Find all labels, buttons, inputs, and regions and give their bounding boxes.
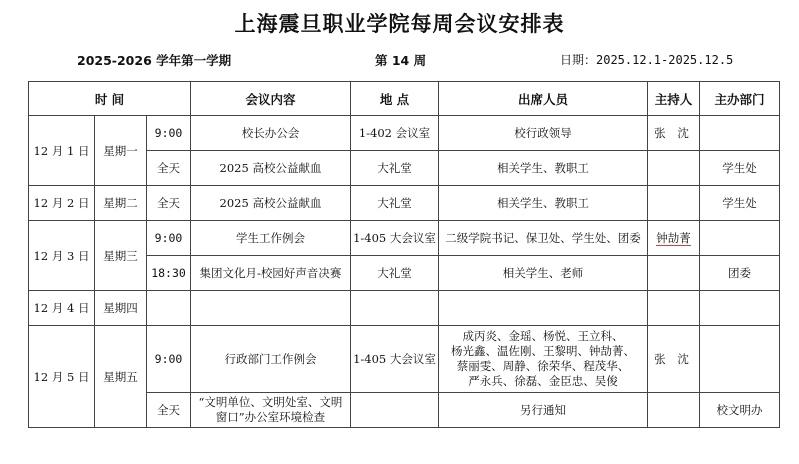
- attendees-line: 杨光鑫、温佐刚、王黎明、钟劼菁、: [451, 344, 635, 358]
- content-line: 窗口”办公室环境检查: [215, 410, 326, 424]
- time-cell: [147, 291, 191, 326]
- header-attendees: 出席人员: [439, 82, 648, 116]
- place-cell: [351, 291, 439, 326]
- place-cell: 大礼堂: [351, 186, 439, 221]
- host-cell: 张 沈: [648, 326, 700, 393]
- host-cell: 张 沈: [648, 116, 700, 151]
- place-cell: 1-405 大会议室: [351, 221, 439, 256]
- dept-cell: [700, 291, 780, 326]
- dept-cell: [700, 221, 780, 256]
- dept-cell: [700, 116, 780, 151]
- content-cell: 2025 高校公益献血: [191, 186, 351, 221]
- content-cell: 2025 高校公益献血: [191, 151, 351, 186]
- attendees-cell: 相关学生、教职工: [439, 186, 648, 221]
- weekday-cell: 星期一: [95, 116, 147, 186]
- content-cell: 行政部门工作例会: [191, 326, 351, 393]
- header-dept: 主办部门: [700, 82, 780, 116]
- dept-cell: [700, 326, 780, 393]
- place-cell: 1-402 会议室: [351, 116, 439, 151]
- attendees-cell: 校行政领导: [439, 116, 648, 151]
- date-cell: 12 月 3 日: [29, 221, 95, 291]
- host-cell: [648, 393, 700, 428]
- attendees-cell: 二级学院书记、保卫处、学生处、团委: [439, 221, 648, 256]
- attendees-cell: 另行通知: [439, 393, 648, 428]
- semester-label: 2025-2026 学年第一学期: [77, 53, 232, 68]
- table-row: [29, 186, 780, 221]
- attendees-line: 蔡丽雯、周静、徐荣华、程茂华、: [456, 359, 630, 373]
- date-cell: 12 月 1 日: [29, 116, 95, 186]
- time-cell: 9:00: [147, 116, 191, 151]
- table-row: [29, 326, 780, 393]
- table-row: [29, 291, 780, 326]
- header-host: 主持人: [648, 82, 700, 116]
- host-cell: [648, 221, 700, 256]
- table-row: [29, 221, 780, 256]
- weekday-cell: 星期三: [95, 221, 147, 291]
- meeting-schedule-table: [28, 81, 780, 428]
- page-title: 上海震旦职业学院每周会议安排表: [234, 12, 565, 36]
- date-cell: 12 月 2 日: [29, 186, 95, 221]
- content-cell: 校长办公会: [191, 116, 351, 151]
- time-cell: 全天: [147, 151, 191, 186]
- place-cell: 1-405 大会议室: [351, 326, 439, 393]
- place-cell: 大礼堂: [351, 151, 439, 186]
- time-cell: 9:00: [147, 221, 191, 256]
- host-cell: [648, 256, 700, 291]
- host-cell: [648, 186, 700, 221]
- header-time: 时 间: [29, 82, 191, 116]
- weekday-cell: 星期五: [95, 326, 147, 428]
- weekday-cell: 星期二: [95, 186, 147, 221]
- dept-cell: 团委: [700, 256, 780, 291]
- time-cell: 18:30: [147, 256, 191, 291]
- content-line: “文明单位、文明处室、文明: [198, 395, 343, 409]
- attendees-cell: 相关学生、教职工: [439, 151, 648, 186]
- dept-cell: 学生处: [700, 186, 780, 221]
- host-cell: [648, 151, 700, 186]
- header-row: [29, 82, 780, 116]
- attendees-line: 严永兵、徐磊、金臣忠、吴俊: [468, 374, 618, 388]
- weekday-cell: 星期四: [95, 291, 147, 326]
- time-cell: 全天: [147, 186, 191, 221]
- week-label: 第 14 周: [375, 53, 427, 68]
- attendees-cell: 相关学生、老师: [439, 256, 648, 291]
- attendees-cell: [439, 326, 648, 393]
- date-cell: 12 月 5 日: [29, 326, 95, 428]
- attendees-line: 成丙炎、金瑶、杨悦、王立科、: [462, 329, 624, 343]
- host-name: 钟劼菁: [656, 231, 691, 245]
- table-row: [29, 116, 780, 151]
- host-cell: [648, 291, 700, 326]
- dept-cell: 校文明办: [700, 393, 780, 428]
- place-cell: 大礼堂: [351, 256, 439, 291]
- attendees-cell: [439, 291, 648, 326]
- content-cell: [191, 393, 351, 428]
- time-cell: 9:00: [147, 326, 191, 393]
- place-cell: [351, 393, 439, 428]
- dept-cell: 学生处: [700, 151, 780, 186]
- date-cell: 12 月 4 日: [29, 291, 95, 326]
- content-cell: 集团文化月-校园好声音决赛: [191, 256, 351, 291]
- date-range-label: 日期：2025.12.1-2025.12.5: [560, 53, 734, 67]
- content-cell: [191, 291, 351, 326]
- header-place: 地 点: [351, 82, 439, 116]
- header-content: 会议内容: [191, 82, 351, 116]
- content-cell: 学生工作例会: [191, 221, 351, 256]
- time-cell: 全天: [147, 393, 191, 428]
